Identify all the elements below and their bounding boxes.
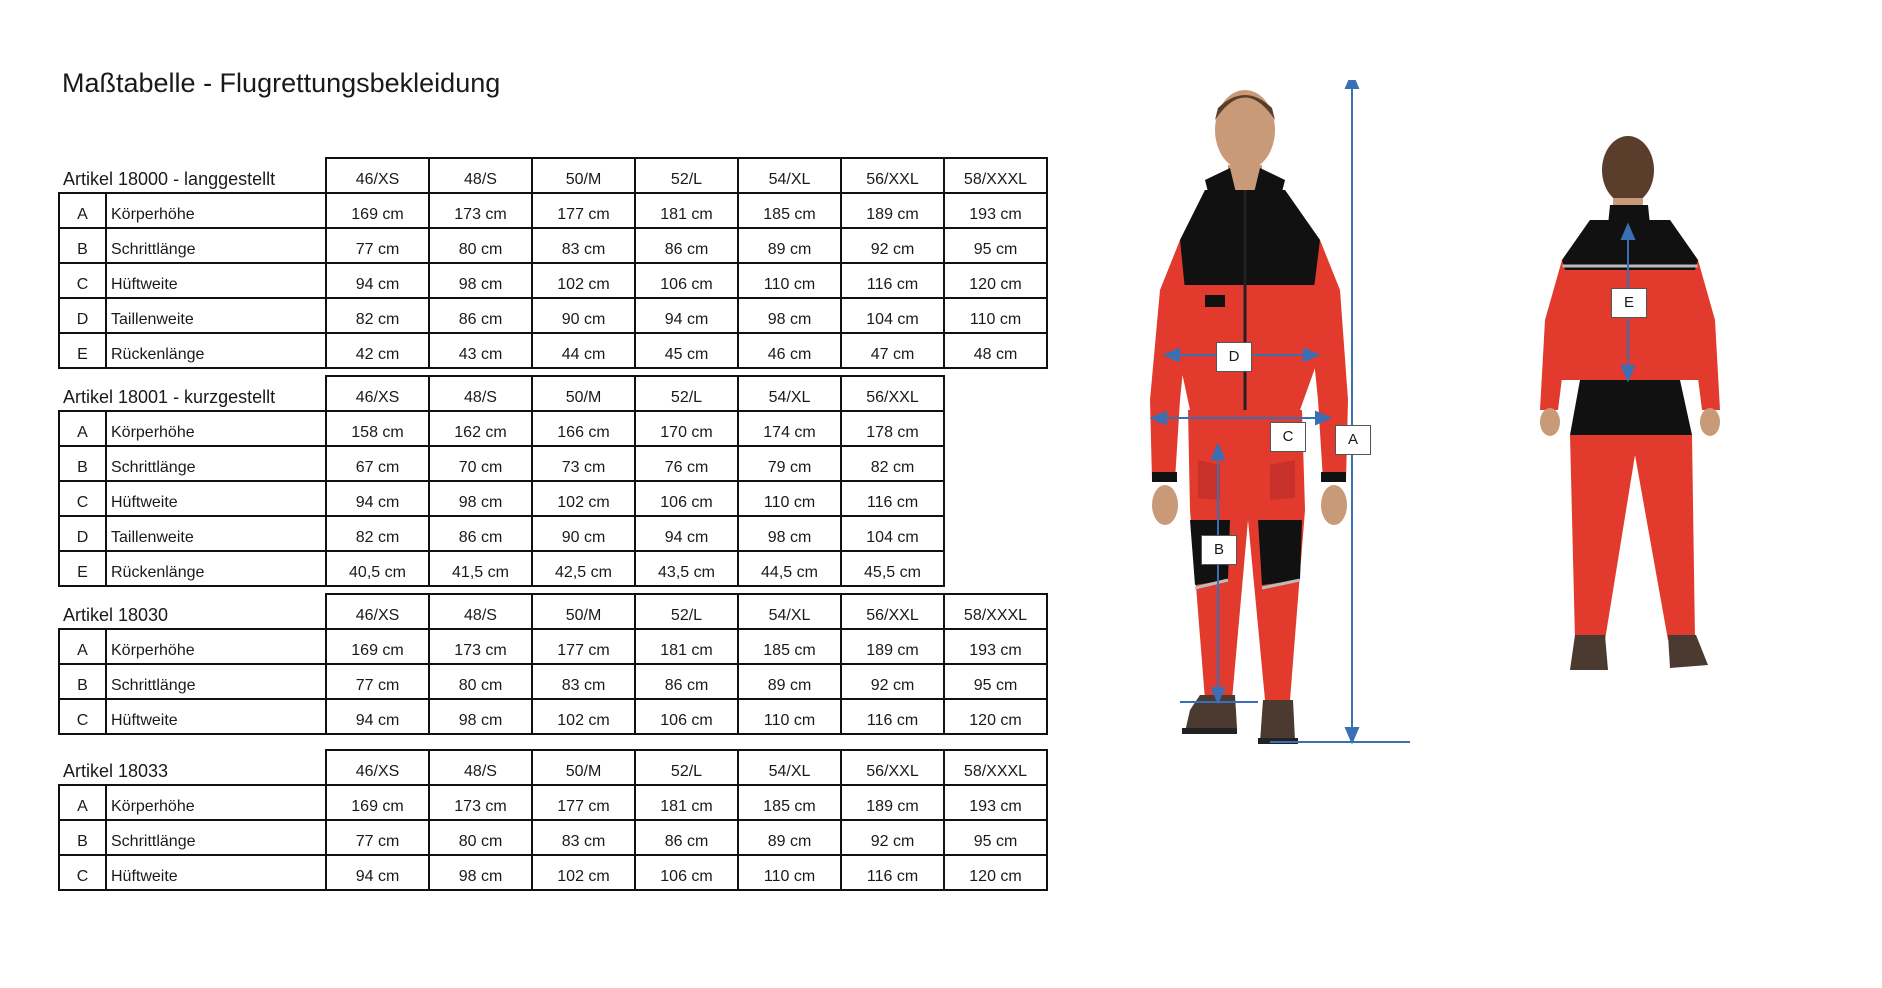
- table-cell: 106 cm: [635, 263, 738, 298]
- size-header: 52/L: [635, 750, 738, 785]
- table-row: [59, 664, 1047, 699]
- size-header: 52/L: [635, 594, 738, 629]
- measure-label: Hüftweite: [106, 263, 326, 298]
- table-cell: 82 cm: [326, 298, 429, 333]
- table-header-row: [59, 750, 1047, 785]
- table-cell: 185 cm: [738, 785, 841, 820]
- table-cell: 102 cm: [532, 263, 635, 298]
- table-cell: 44,5 cm: [738, 551, 841, 586]
- measure-code: D: [59, 516, 106, 551]
- table-cell: 177 cm: [532, 629, 635, 664]
- table-cell: 110 cm: [738, 855, 841, 890]
- table-cell: 104 cm: [841, 516, 944, 551]
- table-cell: 95 cm: [944, 664, 1047, 699]
- table-row: [59, 785, 1047, 820]
- measure-label: Rückenlänge: [106, 551, 326, 586]
- table-cell: 120 cm: [944, 263, 1047, 298]
- table-cell: 86 cm: [429, 298, 532, 333]
- table-cell: 177 cm: [532, 785, 635, 820]
- table-cell: 120 cm: [944, 855, 1047, 890]
- size-header: 50/M: [532, 750, 635, 785]
- table-cell: 80 cm: [429, 664, 532, 699]
- table-cell: 46 cm: [738, 333, 841, 368]
- measure-label-a: A: [1335, 425, 1371, 455]
- table-cell: 45,5 cm: [841, 551, 944, 586]
- table-cell: 193 cm: [944, 193, 1047, 228]
- table-cell: 48 cm: [944, 333, 1047, 368]
- table-row: [59, 629, 1047, 664]
- table-cell: 98 cm: [429, 699, 532, 734]
- table-cell: 169 cm: [326, 629, 429, 664]
- table-cell: 94 cm: [635, 298, 738, 333]
- size-header: 56/XXL: [841, 750, 944, 785]
- table-header-row: [59, 594, 1047, 629]
- table-cell: 98 cm: [429, 263, 532, 298]
- size-header: 50/M: [532, 376, 635, 411]
- measure-code: C: [59, 481, 106, 516]
- table-cell: 116 cm: [841, 481, 944, 516]
- table-cell: 76 cm: [635, 446, 738, 481]
- size-table: [58, 157, 1048, 369]
- table-cell: 189 cm: [841, 785, 944, 820]
- size-header: 58/XXXL: [944, 594, 1047, 629]
- measure-label-d: D: [1216, 342, 1252, 372]
- table-cell: 43,5 cm: [635, 551, 738, 586]
- table-row: [59, 228, 1047, 263]
- size-header: 48/S: [429, 750, 532, 785]
- table-cell: 170 cm: [635, 411, 738, 446]
- table-cell: 110 cm: [738, 481, 841, 516]
- size-header: 52/L: [635, 158, 738, 193]
- table-cell: 95 cm: [944, 228, 1047, 263]
- table-cell: 41,5 cm: [429, 551, 532, 586]
- size-header: 52/L: [635, 376, 738, 411]
- table-cell: 162 cm: [429, 411, 532, 446]
- table-cell: 181 cm: [635, 193, 738, 228]
- table-cell: 94 cm: [326, 481, 429, 516]
- table-row: [59, 551, 944, 586]
- table-cell: 185 cm: [738, 193, 841, 228]
- measure-code: D: [59, 298, 106, 333]
- table-cell: 110 cm: [738, 699, 841, 734]
- measure-label: Hüftweite: [106, 855, 326, 890]
- measure-label: Taillenweite: [106, 298, 326, 333]
- table-row: [59, 298, 1047, 333]
- table-cell: 173 cm: [429, 785, 532, 820]
- table-cell: 106 cm: [635, 481, 738, 516]
- measure-label: Hüftweite: [106, 481, 326, 516]
- measure-label: Schrittlänge: [106, 664, 326, 699]
- table-cell: 43 cm: [429, 333, 532, 368]
- size-header: 56/XXL: [841, 594, 944, 629]
- measure-label: Körperhöhe: [106, 785, 326, 820]
- table-cell: 102 cm: [532, 699, 635, 734]
- back-view-figure: [1540, 136, 1720, 670]
- table-cell: 169 cm: [326, 785, 429, 820]
- table-row: [59, 446, 944, 481]
- measure-code: B: [59, 446, 106, 481]
- table-cell: 70 cm: [429, 446, 532, 481]
- table-cell: 86 cm: [635, 664, 738, 699]
- table-cell: 181 cm: [635, 785, 738, 820]
- size-table: [58, 593, 1048, 735]
- table-cell: 94 cm: [326, 263, 429, 298]
- table-cell: 116 cm: [841, 699, 944, 734]
- article-title: Artikel 18000 - langgestellt: [59, 158, 326, 193]
- measure-label: Schrittlänge: [106, 820, 326, 855]
- table-cell: 94 cm: [635, 516, 738, 551]
- table-cell: 110 cm: [944, 298, 1047, 333]
- table-cell: 166 cm: [532, 411, 635, 446]
- table-cell: 174 cm: [738, 411, 841, 446]
- table-cell: 77 cm: [326, 664, 429, 699]
- table-row: [59, 193, 1047, 228]
- table-cell: 120 cm: [944, 699, 1047, 734]
- size-header: 48/S: [429, 376, 532, 411]
- table-cell: 173 cm: [429, 629, 532, 664]
- table-cell: 116 cm: [841, 263, 944, 298]
- size-header: 54/XL: [738, 158, 841, 193]
- table-cell: 169 cm: [326, 193, 429, 228]
- measure-code: A: [59, 411, 106, 446]
- table-cell: 44 cm: [532, 333, 635, 368]
- measure-code: A: [59, 785, 106, 820]
- table-cell: 83 cm: [532, 820, 635, 855]
- table-cell: 94 cm: [326, 699, 429, 734]
- table-cell: 185 cm: [738, 629, 841, 664]
- table-cell: 79 cm: [738, 446, 841, 481]
- table-cell: 178 cm: [841, 411, 944, 446]
- table-cell: 94 cm: [326, 855, 429, 890]
- table-cell: 45 cm: [635, 333, 738, 368]
- table-cell: 90 cm: [532, 516, 635, 551]
- table-row: [59, 481, 944, 516]
- table-cell: 106 cm: [635, 855, 738, 890]
- measure-label-b: B: [1201, 535, 1237, 565]
- table-cell: 98 cm: [738, 298, 841, 333]
- table-cell: 89 cm: [738, 820, 841, 855]
- table-cell: 158 cm: [326, 411, 429, 446]
- table-cell: 181 cm: [635, 629, 738, 664]
- table-cell: 98 cm: [738, 516, 841, 551]
- table-row: [59, 516, 944, 551]
- table-cell: 82 cm: [841, 446, 944, 481]
- table-cell: 193 cm: [944, 629, 1047, 664]
- article-title: Artikel 18001 - kurzgestellt: [59, 376, 326, 411]
- measure-code: C: [59, 263, 106, 298]
- measure-code: A: [59, 629, 106, 664]
- table-cell: 42,5 cm: [532, 551, 635, 586]
- table-cell: 102 cm: [532, 855, 635, 890]
- table-cell: 42 cm: [326, 333, 429, 368]
- table-cell: 106 cm: [635, 699, 738, 734]
- table-row: [59, 820, 1047, 855]
- table-cell: 92 cm: [841, 228, 944, 263]
- table-cell: 83 cm: [532, 664, 635, 699]
- table-cell: 193 cm: [944, 785, 1047, 820]
- table-cell: 95 cm: [944, 820, 1047, 855]
- size-header: 54/XL: [738, 750, 841, 785]
- table-cell: 89 cm: [738, 664, 841, 699]
- table-cell: 189 cm: [841, 193, 944, 228]
- measure-label: Schrittlänge: [106, 228, 326, 263]
- table-cell: 104 cm: [841, 298, 944, 333]
- measure-code: A: [59, 193, 106, 228]
- table-cell: 86 cm: [429, 516, 532, 551]
- table-cell: 116 cm: [841, 855, 944, 890]
- table-cell: 73 cm: [532, 446, 635, 481]
- size-header: 46/XS: [326, 376, 429, 411]
- table-cell: 67 cm: [326, 446, 429, 481]
- table-cell: 77 cm: [326, 228, 429, 263]
- table-cell: 80 cm: [429, 228, 532, 263]
- table-cell: 40,5 cm: [326, 551, 429, 586]
- table-cell: 177 cm: [532, 193, 635, 228]
- table-cell: 90 cm: [532, 298, 635, 333]
- size-header: 50/M: [532, 594, 635, 629]
- table-cell: 173 cm: [429, 193, 532, 228]
- measure-label-c: C: [1270, 422, 1306, 452]
- measure-label: Körperhöhe: [106, 629, 326, 664]
- table-header-row: [59, 376, 944, 411]
- table-cell: 77 cm: [326, 820, 429, 855]
- size-header: 46/XS: [326, 594, 429, 629]
- measure-label: Körperhöhe: [106, 411, 326, 446]
- size-header: 46/XS: [326, 750, 429, 785]
- table-cell: 47 cm: [841, 333, 944, 368]
- table-header-row: [59, 158, 1047, 193]
- table-cell: 102 cm: [532, 481, 635, 516]
- table-cell: 98 cm: [429, 481, 532, 516]
- measure-code: C: [59, 855, 106, 890]
- size-table: [58, 749, 1048, 891]
- measure-label: Schrittlänge: [106, 446, 326, 481]
- table-cell: 86 cm: [635, 820, 738, 855]
- size-header: 56/XXL: [841, 158, 944, 193]
- table-row: [59, 263, 1047, 298]
- article-title: Artikel 18030: [59, 594, 326, 629]
- size-header: 58/XXXL: [944, 750, 1047, 785]
- table-cell: 82 cm: [326, 516, 429, 551]
- table-cell: 80 cm: [429, 820, 532, 855]
- table-cell: 83 cm: [532, 228, 635, 263]
- measure-code: C: [59, 699, 106, 734]
- measure-label: Hüftweite: [106, 699, 326, 734]
- size-header: 46/XS: [326, 158, 429, 193]
- table-row: [59, 855, 1047, 890]
- measure-code: B: [59, 820, 106, 855]
- suit-measurement-figure: [1080, 80, 1860, 910]
- table-cell: 89 cm: [738, 228, 841, 263]
- measure-code: E: [59, 333, 106, 368]
- table-row: [59, 333, 1047, 368]
- size-header: 50/M: [532, 158, 635, 193]
- measure-label: Körperhöhe: [106, 193, 326, 228]
- table-cell: 86 cm: [635, 228, 738, 263]
- size-table: [58, 375, 945, 587]
- measure-code: B: [59, 664, 106, 699]
- size-header: 54/XL: [738, 594, 841, 629]
- suit-illustration: [1080, 80, 1860, 910]
- measure-label: Taillenweite: [106, 516, 326, 551]
- table-cell: 110 cm: [738, 263, 841, 298]
- measure-code: B: [59, 228, 106, 263]
- size-header: 48/S: [429, 158, 532, 193]
- size-header: 54/XL: [738, 376, 841, 411]
- table-row: [59, 699, 1047, 734]
- article-title: Artikel 18033: [59, 750, 326, 785]
- size-header: 56/XXL: [841, 376, 944, 411]
- table-cell: 92 cm: [841, 820, 944, 855]
- table-cell: 92 cm: [841, 664, 944, 699]
- page-title: Maßtabelle - Flugrettungsbekleidung: [62, 68, 501, 98]
- measure-label: Rückenlänge: [106, 333, 326, 368]
- size-header: 58/XXXL: [944, 158, 1047, 193]
- size-header: 48/S: [429, 594, 532, 629]
- table-cell: 98 cm: [429, 855, 532, 890]
- measure-code: E: [59, 551, 106, 586]
- measure-label-e: E: [1611, 288, 1647, 318]
- table-row: [59, 411, 944, 446]
- table-cell: 189 cm: [841, 629, 944, 664]
